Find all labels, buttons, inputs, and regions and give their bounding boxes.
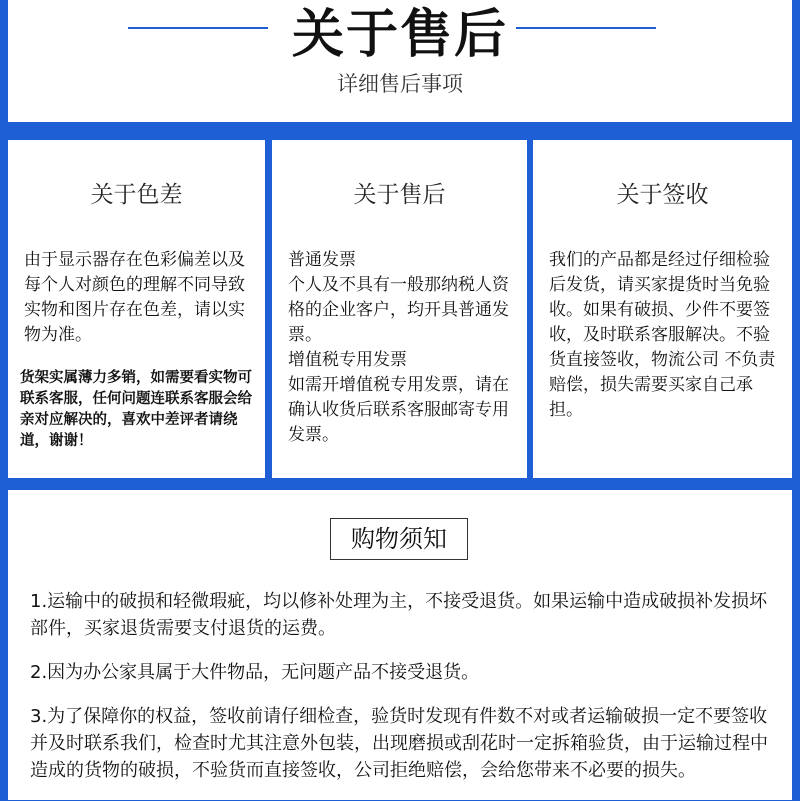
card-body (24, 248, 255, 348)
notice-title: 购物须知 (330, 518, 468, 560)
card-body (288, 248, 517, 448)
card-note: 货架实属薄力多销，如需要看实物可联系客服，任何问题连联系客服会给亲对应解决的，喜欢中差评者请绕道，谢谢！ (20, 370, 252, 449)
card-title: 关于售后 (353, 182, 446, 208)
list-item: 2.因为办公家具属于大件物品，无问题产品不接受退货。 (30, 662, 480, 683)
card-body-text: 我们的产品都是经过仔细检验后发货，请买家提货时当免验收。如果有破损、少件不要签收，及时联系客服解决。不验货直接签收，物流公司 不负责赔偿，损失需要买家自己承担。 (549, 250, 776, 420)
list-item: 3.为了保障你的权益，签收前请仔细检查，验货时发现有件数不对或者运输破损一定不要签收并及时联系我们，检查时尤其注意外包装，出现磨损或刮花时一定拆箱验货，由于运输过程中造成的货物的破损，不验货而直接签收，公司拒绝赔偿，会给您带来不必要的损失。 (30, 706, 768, 781)
section-text: 如需开增值税专用发票，请在确认收货后联系客服邮寄专用发票。 (288, 375, 509, 445)
notice-list (30, 588, 778, 801)
header-banner (8, 0, 792, 122)
card-body-text: 由于显示器存在色彩偏差以及每个人对颜色的理解不同导致实物和图片存在色差，请以实物为准。 (24, 250, 245, 345)
section-heading: 普通发票 (288, 250, 356, 270)
card-title: 关于签收 (616, 182, 709, 208)
card-title: 关于色差 (90, 182, 183, 208)
card-body (549, 248, 782, 423)
page-subtitle: 详细售后事项 (337, 72, 463, 96)
card-color-difference (8, 140, 265, 478)
page-title: 关于售后 (291, 5, 508, 65)
card-signing (533, 140, 792, 478)
card-after-sales (272, 140, 527, 478)
list-item: 1.运输中的破损和轻微瑕疵，均以修补处理为主，不接受退货。如果运输中造成破损补发损坏部件，买家退货需要支付退货的运费。 (30, 591, 768, 639)
section-text: 个人及不具有一般那纳税人资格的企业客户，均开具普通发票。 (288, 275, 509, 345)
section-heading: 增值税专用发票 (288, 350, 407, 370)
shopping-notice (8, 490, 792, 800)
